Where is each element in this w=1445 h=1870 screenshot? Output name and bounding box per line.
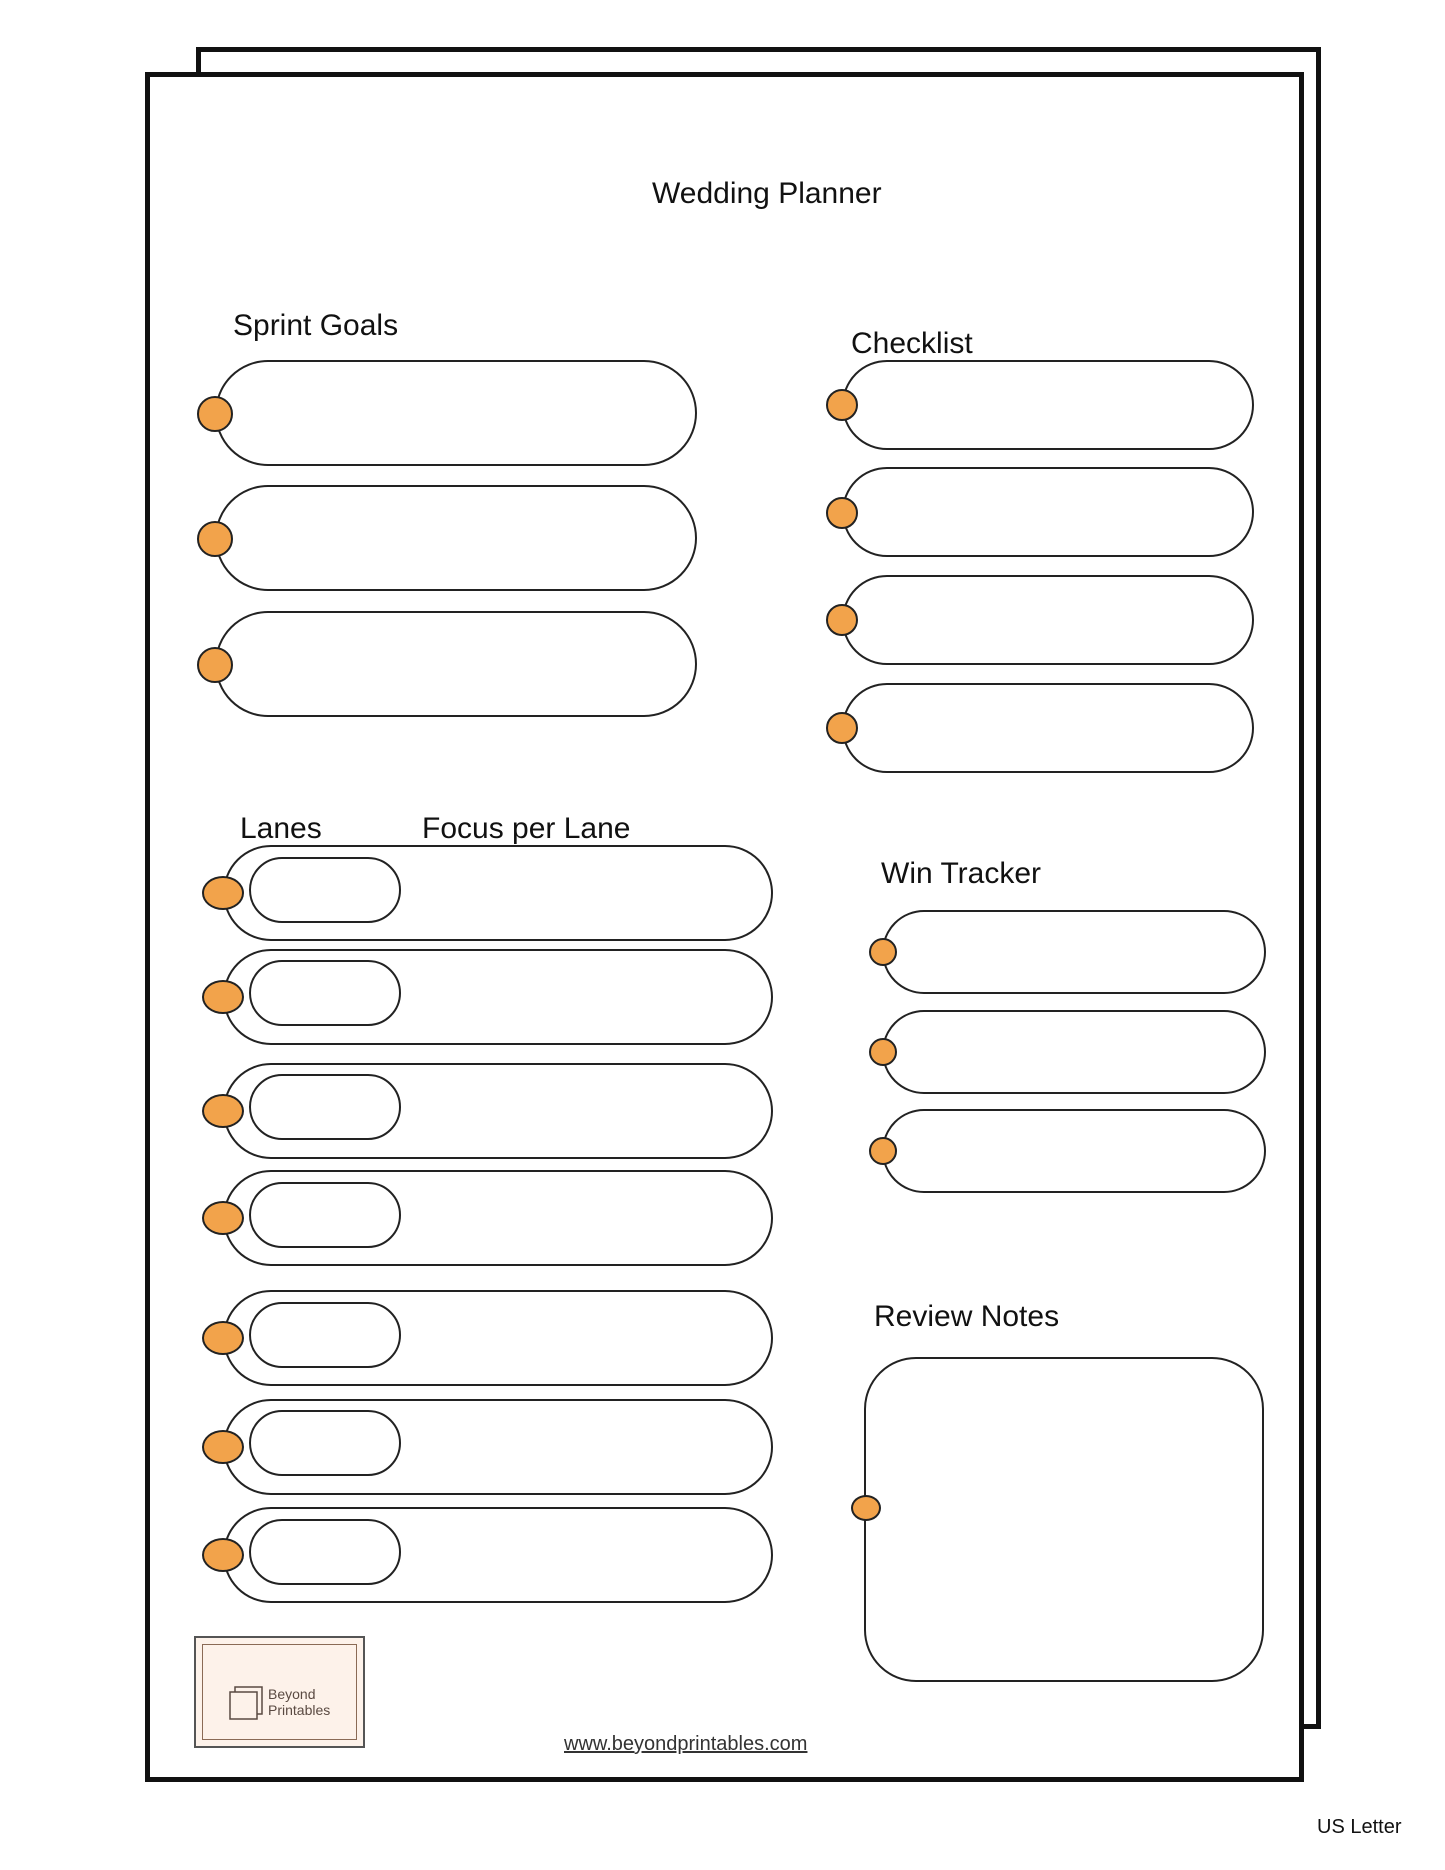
website-link[interactable]: www.beyondprintables.com [564, 1733, 808, 1755]
logo-wordmark [268, 1686, 330, 1718]
lane-bullet [202, 980, 244, 1014]
win-tracker-bullet [869, 1137, 897, 1165]
win-tracker-field[interactable] [882, 910, 1266, 994]
checklist-bullet [826, 604, 858, 636]
checklist-item-field[interactable] [842, 467, 1254, 557]
win-tracker-heading: Win Tracker [881, 857, 1042, 890]
review-notes-heading: Review Notes [874, 1300, 1060, 1333]
win-tracker-bullet [869, 1038, 897, 1066]
focus-per-lane-heading: Focus per Lane [422, 812, 631, 845]
paper-size-label: US Letter [1317, 1816, 1402, 1838]
sprint-goal-bullet [197, 521, 233, 557]
sprint-goal-field[interactable] [215, 611, 697, 717]
lane-name-field[interactable] [249, 1182, 401, 1248]
lane-bullet [202, 1094, 244, 1128]
lane-bullet [202, 1321, 244, 1355]
checklist-bullet [826, 389, 858, 421]
sprint-goals-heading: Sprint Goals [233, 309, 399, 342]
lane-name-field[interactable] [249, 1074, 401, 1140]
checklist-bullet [826, 712, 858, 744]
checklist-item-field[interactable] [842, 683, 1254, 773]
win-tracker-bullet [869, 938, 897, 966]
logo-line-2: Printables [268, 1702, 331, 1718]
lanes-heading: Lanes [240, 812, 322, 845]
stacked-pages-icon [229, 1686, 263, 1720]
review-notes-bullet [851, 1495, 881, 1521]
sprint-goal-bullet [197, 396, 233, 432]
brand-logo [194, 1636, 365, 1748]
lane-name-field[interactable] [249, 1519, 401, 1585]
sprint-goal-bullet [197, 647, 233, 683]
sprint-goal-field[interactable] [215, 485, 697, 591]
checklist-bullet [826, 497, 858, 529]
lane-bullet [202, 1430, 244, 1464]
page-title: Wedding Planner [652, 177, 882, 210]
checklist-item-field[interactable] [842, 575, 1254, 665]
sprint-goal-field[interactable] [215, 360, 697, 466]
review-notes-area[interactable] [864, 1357, 1264, 1682]
lane-bullet [202, 1538, 244, 1572]
checklist-heading: Checklist [851, 327, 973, 360]
checklist-item-field[interactable] [842, 360, 1254, 450]
win-tracker-field[interactable] [882, 1010, 1266, 1094]
logo-line-1: Beyond [268, 1686, 316, 1702]
win-tracker-field[interactable] [882, 1109, 1266, 1193]
lane-name-field[interactable] [249, 960, 401, 1026]
lane-name-field[interactable] [249, 857, 401, 923]
lane-bullet [202, 1201, 244, 1235]
lane-name-field[interactable] [249, 1302, 401, 1368]
lane-name-field[interactable] [249, 1410, 401, 1476]
lane-bullet [202, 876, 244, 910]
